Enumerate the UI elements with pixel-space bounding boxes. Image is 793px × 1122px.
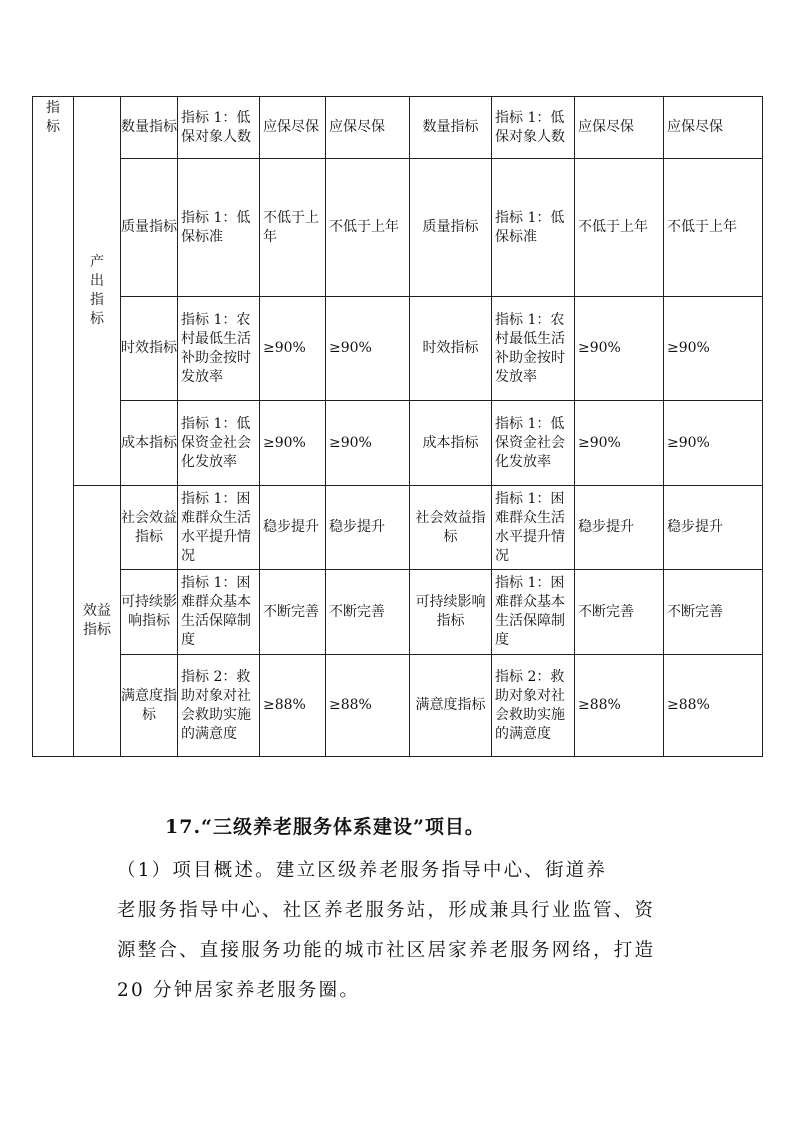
category-cell: 社会效益指标 <box>410 486 492 570</box>
value-cell: 稳步提升 <box>326 486 410 570</box>
category-cell: 质量指标 <box>410 159 492 297</box>
value-cell: ≥90% <box>664 401 763 486</box>
value-cell: 不断完善 <box>260 570 326 655</box>
category-cell: 数量指标 <box>410 97 492 159</box>
output-indicator-group: 产出指标 <box>74 97 121 486</box>
value-cell: 不低于上年 <box>260 159 326 297</box>
category-cell: 成本指标 <box>410 401 492 486</box>
indicator-cell: 指标 1：困难群众生活水平提升情况 <box>178 486 260 570</box>
paragraph-line: 源整合、直接服务功能的城市社区居家养老服务网络，打造 <box>117 940 656 961</box>
project-overview-paragraph <box>117 851 687 1011</box>
value-cell: ≥90% <box>326 401 410 486</box>
value-cell: ≥88% <box>664 655 763 757</box>
value-cell: 应保尽保 <box>326 97 410 159</box>
paragraph-line: （1）项目概述。建立区级养老服务指导中心、街道养 <box>117 860 608 881</box>
indicator-cell: 指标 1：低保对象人数 <box>492 97 575 159</box>
indicator-cell: 指标 1：困难群众生活水平提升情况 <box>492 486 575 570</box>
category-cell: 成本指标 <box>121 401 178 486</box>
value-cell: 不断完善 <box>575 570 664 655</box>
value-cell: 不低于上年 <box>575 159 664 297</box>
benefit-indicator-group: 效益指标 <box>74 486 121 757</box>
category-cell: 社会效益指标 <box>121 486 178 570</box>
category-cell: 质量指标 <box>121 159 178 297</box>
value-cell: ≥90% <box>575 297 664 401</box>
value-cell: ≥90% <box>326 297 410 401</box>
category-cell: 满意度指标 <box>121 655 178 757</box>
indicator-cell: 指标 1：低保对象人数 <box>178 97 260 159</box>
value-cell: ≥90% <box>260 401 326 486</box>
value-cell: 稳步提升 <box>575 486 664 570</box>
value-cell: 应保尽保 <box>664 97 763 159</box>
value-cell: ≥90% <box>575 401 664 486</box>
indicator-cell: 指标 2：救助对象对社会救助实施的满意度 <box>178 655 260 757</box>
value-cell: ≥88% <box>575 655 664 757</box>
value-cell: 不低于上年 <box>664 159 763 297</box>
value-cell: ≥90% <box>664 297 763 401</box>
indicator-cell: 指标 1：困难群众基本生活保障制度 <box>492 570 575 655</box>
value-cell: ≥90% <box>260 297 326 401</box>
indicator-cell: 指标 1：低保资金社会化发放率 <box>492 401 575 486</box>
indicator-column-label: 指标 <box>33 97 74 757</box>
category-cell: 时效指标 <box>410 297 492 401</box>
value-cell: ≥88% <box>260 655 326 757</box>
indicator-cell: 指标 1：农村最低生活补助金按时发放率 <box>492 297 575 401</box>
value-cell: 不断完善 <box>326 570 410 655</box>
category-cell: 可持续影响指标 <box>410 570 492 655</box>
category-cell: 时效指标 <box>121 297 178 401</box>
performance-indicator-table <box>32 96 763 757</box>
value-cell: 稳步提升 <box>260 486 326 570</box>
value-cell: ≥88% <box>326 655 410 757</box>
indicator-cell: 指标 1：农村最低生活补助金按时发放率 <box>178 297 260 401</box>
indicator-cell: 指标 1：低保标准 <box>492 159 575 297</box>
value-cell: 应保尽保 <box>575 97 664 159</box>
paragraph-line: 老服务指导中心、社区养老服务站，形成兼具行业监管、资 <box>117 900 656 921</box>
value-cell: 应保尽保 <box>260 97 326 159</box>
indicator-cell: 指标 1：困难群众基本生活保障制度 <box>178 570 260 655</box>
value-cell: 不低于上年 <box>326 159 410 297</box>
category-cell: 数量指标 <box>121 97 178 159</box>
category-cell: 满意度指标 <box>410 655 492 757</box>
section-heading: 17.“三级养老服务体系建设”项目。 <box>165 816 485 838</box>
value-cell: 稳步提升 <box>664 486 763 570</box>
indicator-cell: 指标 1：低保资金社会化发放率 <box>178 401 260 486</box>
category-cell: 可持续影响指标 <box>121 570 178 655</box>
indicator-cell: 指标 1：低保标准 <box>178 159 260 297</box>
value-cell: 不断完善 <box>664 570 763 655</box>
paragraph-line: 20 分钟居家养老服务圈。 <box>117 980 361 1001</box>
indicator-cell: 指标 2：救助对象对社会救助实施的满意度 <box>492 655 575 757</box>
